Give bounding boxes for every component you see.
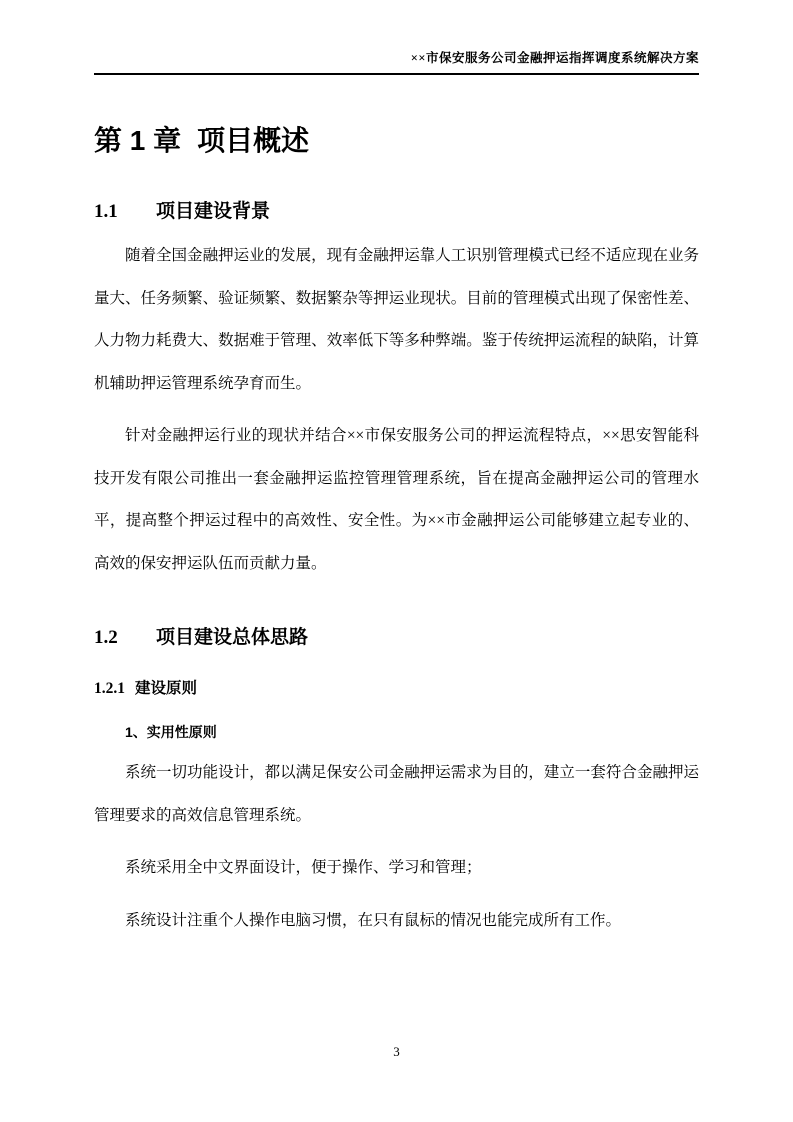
chapter-number: 第 1 章: [94, 125, 182, 156]
paragraph: 系统设计注重个人操作电脑习惯，在只有鼠标的情况也能完成所有工作。: [125, 911, 622, 929]
header-title-text: ××市保安服务公司金融押运指挥调度系统解决方案: [410, 51, 699, 65]
page-number: 3: [393, 1044, 400, 1059]
section-number: 1.1: [94, 201, 118, 222]
section-heading-1-1: [94, 196, 699, 223]
section-number: 1.2.1: [94, 680, 125, 697]
section-title-text: 建设原则: [135, 680, 198, 697]
paragraph: 针对金融押运行业的现状并结合××市保安服务公司的押运流程特点，××思安智能科技开发有限公司推出一套金融押运监控管理管理系统，旨在提高金融押运公司的管理水平，提高整个押运过程中的高效性、安全性。为××市金融押运公司能够建立起专业的、高效的保安押运队伍而贡献力量。: [94, 427, 699, 572]
paragraph: 随着全国金融押运业的发展，现有金融押运靠人工识别管理模式已经不适应现在业务量大、任务频繁、验证频繁、数据繁杂等押运业现状。目前的管理模式出现了保密性差、人力物力耗费大、数据难于管理、效率低下等多种弊端。鉴于传统押运流程的缺陷，计算机辅助押运管理系统孕育而生。: [94, 247, 699, 392]
list-item-heading: 1、实用性原则: [125, 724, 217, 740]
section-heading-1-2: [94, 622, 699, 649]
chapter-title-text: 项目概述: [197, 125, 310, 156]
chapter-heading: [94, 119, 699, 159]
page-header: [94, 0, 699, 75]
paragraph: 系统一切功能设计，都以满足保安公司金融押运需求为目的，建立一套符合金融押运管理要求的高效信息管理系统。: [94, 764, 699, 824]
section-title-text: 项目建设总体思路: [156, 627, 309, 648]
section-heading-1-2-1: [94, 676, 699, 698]
section-number: 1.2: [94, 627, 118, 648]
paragraph: 系统采用全中文界面设计，便于操作、学习和管理；: [125, 859, 482, 876]
section-title-text: 项目建设背景: [156, 201, 271, 222]
